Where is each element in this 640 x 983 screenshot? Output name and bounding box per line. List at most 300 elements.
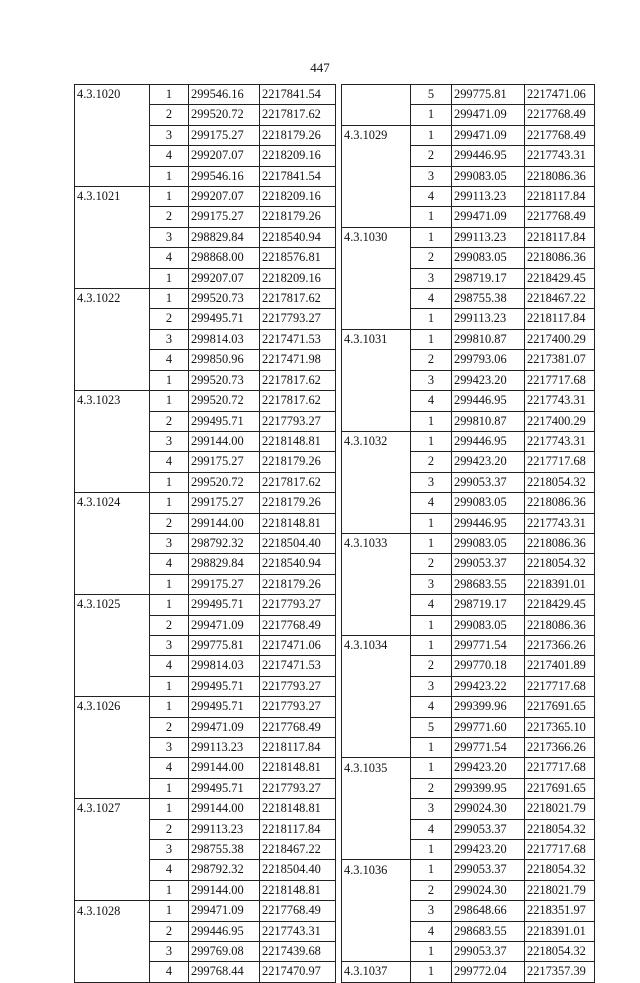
y-coordinate-cell: 2218179.26 [260,125,336,145]
y-coordinate-cell: 2218148.81 [260,758,336,778]
parcel-id-cell [75,268,150,288]
point-number-cell: 1 [150,799,189,819]
coordinates-table-left [74,84,336,983]
point-number-cell: 3 [150,635,189,655]
parcel-id-cell [342,880,411,900]
point-number-cell: 4 [150,350,189,370]
parcel-id-cell [75,350,150,370]
table-row [75,85,336,105]
parcel-id-cell [75,738,150,758]
coordinates-table-right [341,84,595,983]
table-row [342,187,595,207]
table-row [342,329,595,349]
y-coordinate-cell: 2218148.81 [260,513,336,533]
table-row [75,676,336,696]
x-coordinate-cell: 299471.09 [189,717,260,737]
y-coordinate-cell: 2218054.32 [525,472,595,492]
x-coordinate-cell: 299495.71 [189,778,260,798]
table-row [342,860,595,880]
point-number-cell: 3 [150,942,189,962]
y-coordinate-cell: 2217817.62 [260,391,336,411]
table-row [75,329,336,349]
parcel-id-cell [75,554,150,574]
y-coordinate-cell: 2217357.39 [525,962,595,982]
table-row [75,472,336,492]
table-row [75,554,336,574]
x-coordinate-cell: 299495.71 [189,697,260,717]
y-coordinate-cell: 2218504.40 [260,533,336,553]
x-coordinate-cell: 299446.95 [452,513,525,533]
y-coordinate-cell: 2218054.32 [525,819,595,839]
y-coordinate-cell: 2217817.62 [260,105,336,125]
parcel-id-cell: 4.3.1029 [342,125,411,145]
parcel-id-cell [75,533,150,553]
parcel-id-cell: 4.3.1035 [342,758,411,778]
x-coordinate-cell: 299399.95 [452,778,525,798]
parcel-id-cell [342,554,411,574]
table-row [342,697,595,717]
y-coordinate-cell: 2217717.68 [525,676,595,696]
y-coordinate-cell: 2218209.16 [260,146,336,166]
parcel-id-cell [75,942,150,962]
point-number-cell: 2 [150,411,189,431]
parcel-id-cell: 4.3.1021 [75,187,150,207]
point-number-cell: 1 [150,289,189,309]
parcel-id-cell [342,248,411,268]
point-number-cell: 1 [411,635,452,655]
x-coordinate-cell: 299775.81 [189,635,260,655]
point-number-cell: 3 [411,901,452,921]
table-row [75,758,336,778]
x-coordinate-cell: 299083.05 [452,166,525,186]
parcel-id-cell [342,187,411,207]
y-coordinate-cell: 2218117.84 [525,309,595,329]
table-row [75,125,336,145]
point-number-cell: 1 [150,880,189,900]
table-row [75,697,336,717]
point-number-cell: 1 [411,962,452,982]
point-number-cell: 2 [150,309,189,329]
y-coordinate-cell: 2218179.26 [260,574,336,594]
x-coordinate-cell: 299520.72 [189,472,260,492]
table-row [75,166,336,186]
table-row [75,656,336,676]
y-coordinate-cell: 2218148.81 [260,431,336,451]
x-coordinate-cell: 299024.30 [452,880,525,900]
table-row [75,615,336,635]
table-row [342,146,595,166]
x-coordinate-cell: 299175.27 [189,452,260,472]
parcel-id-cell [75,370,150,390]
y-coordinate-cell: 2217841.54 [260,85,336,105]
point-number-cell: 1 [411,125,452,145]
parcel-id-cell [342,819,411,839]
point-number-cell: 3 [150,840,189,860]
y-coordinate-cell: 2217471.53 [260,656,336,676]
parcel-id-cell [75,472,150,492]
point-number-cell: 3 [411,574,452,594]
parcel-id-cell: 4.3.1034 [342,635,411,655]
x-coordinate-cell: 298755.38 [452,289,525,309]
table-row [342,309,595,329]
x-coordinate-cell: 299144.00 [189,431,260,451]
parcel-id-cell [342,513,411,533]
table-row [75,289,336,309]
x-coordinate-cell: 298829.84 [189,227,260,247]
point-number-cell: 5 [411,717,452,737]
table-row [75,411,336,431]
y-coordinate-cell: 2217365.10 [525,717,595,737]
point-number-cell: 2 [150,921,189,941]
x-coordinate-cell: 299810.87 [452,411,525,431]
table-row [342,799,595,819]
point-number-cell: 4 [411,921,452,941]
parcel-id-cell [75,656,150,676]
point-number-cell: 1 [150,901,189,921]
parcel-id-cell [342,942,411,962]
point-number-cell: 3 [411,472,452,492]
table-row [342,472,595,492]
point-number-cell: 1 [150,472,189,492]
table-row [342,513,595,533]
point-number-cell: 4 [411,493,452,513]
x-coordinate-cell: 299471.09 [452,207,525,227]
y-coordinate-cell: 2217768.49 [260,901,336,921]
y-coordinate-cell: 2218086.36 [525,248,595,268]
point-number-cell: 4 [411,819,452,839]
x-coordinate-cell: 299446.95 [452,146,525,166]
parcel-id-cell [342,289,411,309]
parcel-id-cell [342,615,411,635]
table-row [75,901,336,921]
y-coordinate-cell: 2218117.84 [525,187,595,207]
y-coordinate-cell: 2217717.68 [525,452,595,472]
x-coordinate-cell: 298648.66 [452,901,525,921]
y-coordinate-cell: 2217793.27 [260,697,336,717]
table-row [342,411,595,431]
x-coordinate-cell: 299770.18 [452,656,525,676]
x-coordinate-cell: 299793.06 [452,350,525,370]
x-coordinate-cell: 298755.38 [189,840,260,860]
y-coordinate-cell: 2218429.45 [525,595,595,615]
parcel-id-cell: 4.3.1033 [342,533,411,553]
x-coordinate-cell: 299024.30 [452,799,525,819]
y-coordinate-cell: 2218179.26 [260,207,336,227]
y-coordinate-cell: 2218391.01 [525,921,595,941]
table-row [75,268,336,288]
point-number-cell: 4 [411,595,452,615]
y-coordinate-cell: 2217793.27 [260,309,336,329]
x-coordinate-cell: 299446.95 [452,431,525,451]
table-row [342,615,595,635]
x-coordinate-cell: 299772.04 [452,962,525,982]
point-number-cell: 1 [150,778,189,798]
table-row [342,840,595,860]
table-row [75,391,336,411]
x-coordinate-cell: 299083.05 [452,533,525,553]
x-coordinate-cell: 299850.96 [189,350,260,370]
parcel-id-cell [342,901,411,921]
x-coordinate-cell: 299113.23 [452,309,525,329]
y-coordinate-cell: 2218117.84 [260,819,336,839]
parcel-id-cell [75,309,150,329]
parcel-id-cell [75,778,150,798]
y-coordinate-cell: 2217768.49 [525,105,595,125]
page-number: 447 [310,60,330,75]
x-coordinate-cell: 298792.32 [189,860,260,880]
parcel-id-cell [342,268,411,288]
point-number-cell: 3 [411,799,452,819]
y-coordinate-cell: 2217471.06 [260,635,336,655]
table-row [75,962,336,982]
y-coordinate-cell: 2217401.89 [525,656,595,676]
point-number-cell: 3 [150,227,189,247]
table-row [342,105,595,125]
table-row [75,350,336,370]
point-number-cell: 2 [411,452,452,472]
x-coordinate-cell: 299471.09 [189,901,260,921]
parcel-id-cell: 4.3.1032 [342,431,411,451]
x-coordinate-cell: 299144.00 [189,758,260,778]
x-coordinate-cell: 298683.55 [452,921,525,941]
parcel-id-cell: 4.3.1028 [75,901,150,921]
table-row [342,166,595,186]
x-coordinate-cell: 299207.07 [189,187,260,207]
table-row [342,962,595,982]
point-number-cell: 1 [411,105,452,125]
table-row [75,533,336,553]
y-coordinate-cell: 2217717.68 [525,370,595,390]
x-coordinate-cell: 299768.44 [189,962,260,982]
parcel-id-cell [75,840,150,860]
x-coordinate-cell: 299495.71 [189,676,260,696]
x-coordinate-cell: 299053.37 [452,472,525,492]
parcel-id-cell [342,370,411,390]
x-coordinate-cell: 299769.08 [189,942,260,962]
point-number-cell: 1 [150,187,189,207]
table-row [75,493,336,513]
y-coordinate-cell: 2217471.53 [260,329,336,349]
table-row [75,595,336,615]
point-number-cell: 4 [150,758,189,778]
y-coordinate-cell: 2218391.01 [525,574,595,594]
y-coordinate-cell: 2217768.49 [525,125,595,145]
point-number-cell: 4 [150,860,189,880]
x-coordinate-cell: 299207.07 [189,146,260,166]
y-coordinate-cell: 2218179.26 [260,493,336,513]
y-coordinate-cell: 2217471.06 [525,85,595,105]
parcel-id-cell [342,85,411,105]
x-coordinate-cell: 299520.72 [189,391,260,411]
table-row [75,248,336,268]
x-coordinate-cell: 299446.95 [452,391,525,411]
x-coordinate-cell: 299771.54 [452,635,525,655]
x-coordinate-cell: 299144.00 [189,880,260,900]
parcel-id-cell [75,166,150,186]
table-row [342,676,595,696]
x-coordinate-cell: 299053.37 [452,942,525,962]
point-number-cell: 2 [411,248,452,268]
point-number-cell: 1 [411,840,452,860]
point-number-cell: 1 [411,513,452,533]
x-coordinate-cell: 299546.16 [189,166,260,186]
parcel-id-cell [75,717,150,737]
y-coordinate-cell: 2217717.68 [525,758,595,778]
y-coordinate-cell: 2217768.49 [525,207,595,227]
parcel-id-cell [75,227,150,247]
x-coordinate-cell: 298719.17 [452,595,525,615]
table-row [342,717,595,737]
x-coordinate-cell: 298719.17 [452,268,525,288]
parcel-id-cell [342,350,411,370]
table-row [342,289,595,309]
x-coordinate-cell: 299113.23 [189,819,260,839]
point-number-cell: 1 [150,595,189,615]
y-coordinate-cell: 2217743.31 [525,146,595,166]
parcel-id-cell: 4.3.1030 [342,227,411,247]
point-number-cell: 4 [150,146,189,166]
table-row [342,227,595,247]
x-coordinate-cell: 299423.20 [452,840,525,860]
x-coordinate-cell: 299144.00 [189,513,260,533]
table-row [342,452,595,472]
y-coordinate-cell: 2218540.94 [260,227,336,247]
point-number-cell: 1 [150,676,189,696]
x-coordinate-cell: 299053.37 [452,554,525,574]
point-number-cell: 2 [150,207,189,227]
y-coordinate-cell: 2217817.62 [260,370,336,390]
table-row [75,635,336,655]
point-number-cell: 1 [411,738,452,758]
parcel-id-cell: 4.3.1025 [75,595,150,615]
parcel-id-cell [342,799,411,819]
y-coordinate-cell: 2218117.84 [260,738,336,758]
x-coordinate-cell: 299175.27 [189,574,260,594]
table-row [75,513,336,533]
x-coordinate-cell: 299423.22 [452,676,525,696]
y-coordinate-cell: 2218351.97 [525,901,595,921]
table-row [75,105,336,125]
point-number-cell: 1 [150,574,189,594]
point-number-cell: 3 [150,533,189,553]
point-number-cell: 1 [411,207,452,227]
parcel-id-cell [75,207,150,227]
point-number-cell: 1 [411,411,452,431]
x-coordinate-cell: 298683.55 [452,574,525,594]
point-number-cell: 3 [150,431,189,451]
x-coordinate-cell: 299520.73 [189,289,260,309]
point-number-cell: 2 [150,717,189,737]
table-row [342,738,595,758]
parcel-id-cell: 4.3.1027 [75,799,150,819]
y-coordinate-cell: 2217793.27 [260,411,336,431]
x-coordinate-cell: 299175.27 [189,125,260,145]
y-coordinate-cell: 2218576.81 [260,248,336,268]
x-coordinate-cell: 299175.27 [189,207,260,227]
table-row [342,391,595,411]
x-coordinate-cell: 299495.71 [189,595,260,615]
table-row [342,207,595,227]
table-row [342,921,595,941]
point-number-cell: 2 [150,105,189,125]
point-number-cell: 1 [150,268,189,288]
x-coordinate-cell: 299144.00 [189,799,260,819]
y-coordinate-cell: 2218086.36 [525,166,595,186]
x-coordinate-cell: 298868.00 [189,248,260,268]
y-coordinate-cell: 2217691.65 [525,778,595,798]
table-row [75,880,336,900]
parcel-id-cell [75,758,150,778]
parcel-id-cell [75,513,150,533]
x-coordinate-cell: 299471.09 [189,615,260,635]
y-coordinate-cell: 2217817.62 [260,472,336,492]
parcel-id-cell [75,962,150,982]
x-coordinate-cell: 299471.09 [452,125,525,145]
point-number-cell: 2 [411,350,452,370]
y-coordinate-cell: 2217400.29 [525,329,595,349]
table-row [342,595,595,615]
y-coordinate-cell: 2218540.94 [260,554,336,574]
y-coordinate-cell: 2217743.31 [260,921,336,941]
x-coordinate-cell: 299814.03 [189,656,260,676]
table-row [342,635,595,655]
y-coordinate-cell: 2217768.49 [260,615,336,635]
parcel-id-cell: 4.3.1024 [75,493,150,513]
x-coordinate-cell: 299399.96 [452,697,525,717]
y-coordinate-cell: 2218021.79 [525,799,595,819]
point-number-cell: 1 [411,533,452,553]
x-coordinate-cell: 298829.84 [189,554,260,574]
x-coordinate-cell: 299520.73 [189,370,260,390]
point-number-cell: 4 [150,452,189,472]
point-number-cell: 3 [150,329,189,349]
table-row [342,125,595,145]
table-row [342,942,595,962]
x-coordinate-cell: 299775.81 [452,85,525,105]
point-number-cell: 1 [411,615,452,635]
parcel-id-cell [75,248,150,268]
y-coordinate-cell: 2218209.16 [260,187,336,207]
table-row [75,227,336,247]
point-number-cell: 3 [411,268,452,288]
parcel-id-cell [342,921,411,941]
parcel-id-cell [75,921,150,941]
table-row [75,309,336,329]
x-coordinate-cell: 299771.54 [452,738,525,758]
parcel-id-cell: 4.3.1023 [75,391,150,411]
y-coordinate-cell: 2218086.36 [525,493,595,513]
point-number-cell: 4 [411,289,452,309]
y-coordinate-cell: 2218054.32 [525,554,595,574]
table-row [342,901,595,921]
y-coordinate-cell: 2218504.40 [260,860,336,880]
point-number-cell: 1 [150,697,189,717]
point-number-cell: 1 [411,329,452,349]
table-row [342,533,595,553]
point-number-cell: 1 [150,85,189,105]
y-coordinate-cell: 2218021.79 [525,880,595,900]
table-row [342,370,595,390]
parcel-id-cell: 4.3.1036 [342,860,411,880]
table-row [75,860,336,880]
parcel-id-cell [342,411,411,431]
x-coordinate-cell: 299446.95 [189,921,260,941]
x-coordinate-cell: 299053.37 [452,819,525,839]
table-row [342,758,595,778]
parcel-id-cell [75,105,150,125]
y-coordinate-cell: 2217793.27 [260,778,336,798]
point-number-cell: 5 [411,85,452,105]
